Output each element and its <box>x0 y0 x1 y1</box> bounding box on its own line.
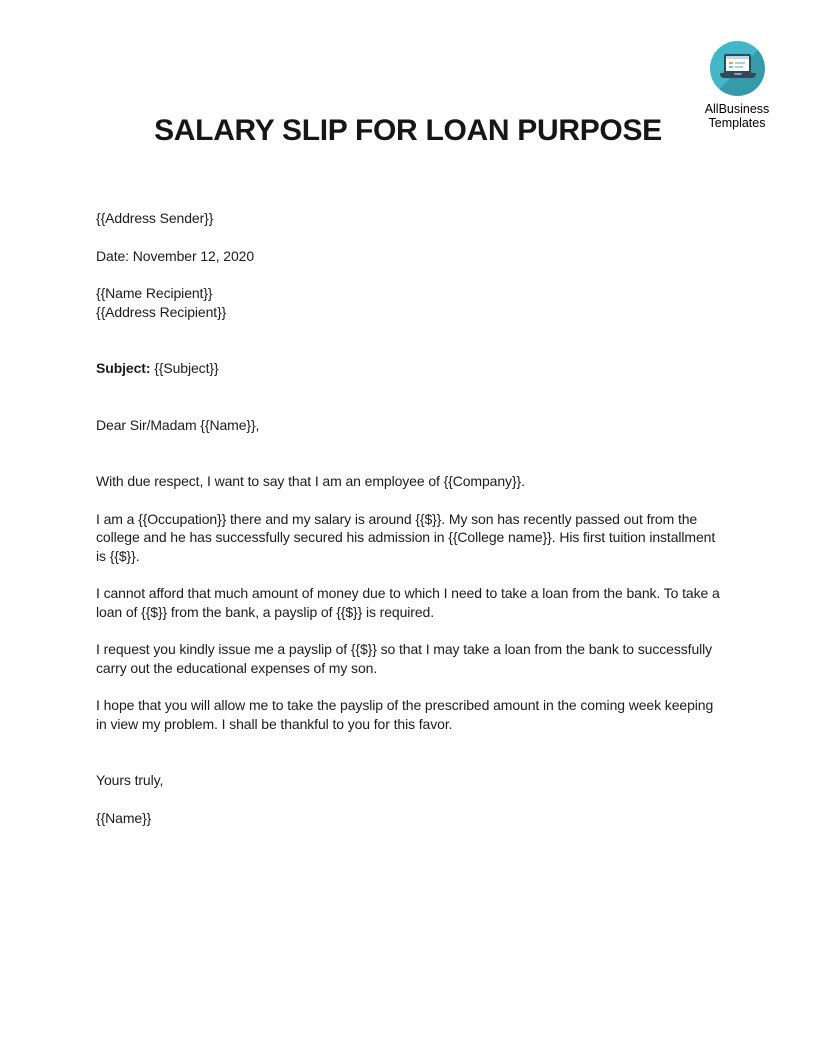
body-paragraph: With due respect, I want to say that I am an employee of {{Company}}. <box>96 473 525 489</box>
laptop-icon <box>710 41 765 96</box>
body-paragraph: I cannot afford that much amount of money due to which I need to take a loan from the bank. To take a loan of {{$}} from the bank, a payslip of {{$}} is required. <box>96 585 720 620</box>
salutation-line: Dear Sir/Madam {{Name}}, <box>96 416 260 433</box>
body-paragraph: I request you kindly issue me a payslip of {{$}} so that I may take a loan from the bank to successfully carry out the educational expenses of my son. <box>96 641 713 676</box>
subject-line <box>96 359 724 378</box>
page-title: SALARY SLIP FOR LOAN PURPOSE <box>154 114 662 147</box>
signature-line: {{Name}} <box>96 809 152 826</box>
body-paragraph: I hope that you will allow me to take the payslip of the prescribed amount in the coming week keeping in view my problem. I shall be thankful to you for this favor. <box>96 697 714 732</box>
laptop-screen <box>724 54 751 73</box>
logo-brand-line1: AllBusiness <box>704 102 770 116</box>
subject-value: {{Subject}} <box>150 360 219 376</box>
address-sender-line: {{Address Sender}} <box>96 210 214 226</box>
date-line: Date: November 12, 2020 <box>96 247 255 264</box>
address-recipient-line: {{Address Recipient}} <box>96 303 227 320</box>
logo-brand-line2: Templates <box>708 116 766 130</box>
recipient-block <box>96 284 724 321</box>
body-paragraph: I am a {{Occupation}} there and my salary is around {{$}}. My son has recently passed out from the college and he has successfully secured his admission in {{College name}}. His first tuition installment is {{$}}. <box>96 510 716 564</box>
subject-label: Subject: <box>96 360 151 376</box>
laptop-base <box>720 73 756 78</box>
laptop-screen-topbar <box>726 56 749 59</box>
closing-line: Yours truly, <box>96 772 164 788</box>
letter-body <box>96 209 724 846</box>
name-recipient-line: {{Name Recipient}} <box>96 285 213 301</box>
